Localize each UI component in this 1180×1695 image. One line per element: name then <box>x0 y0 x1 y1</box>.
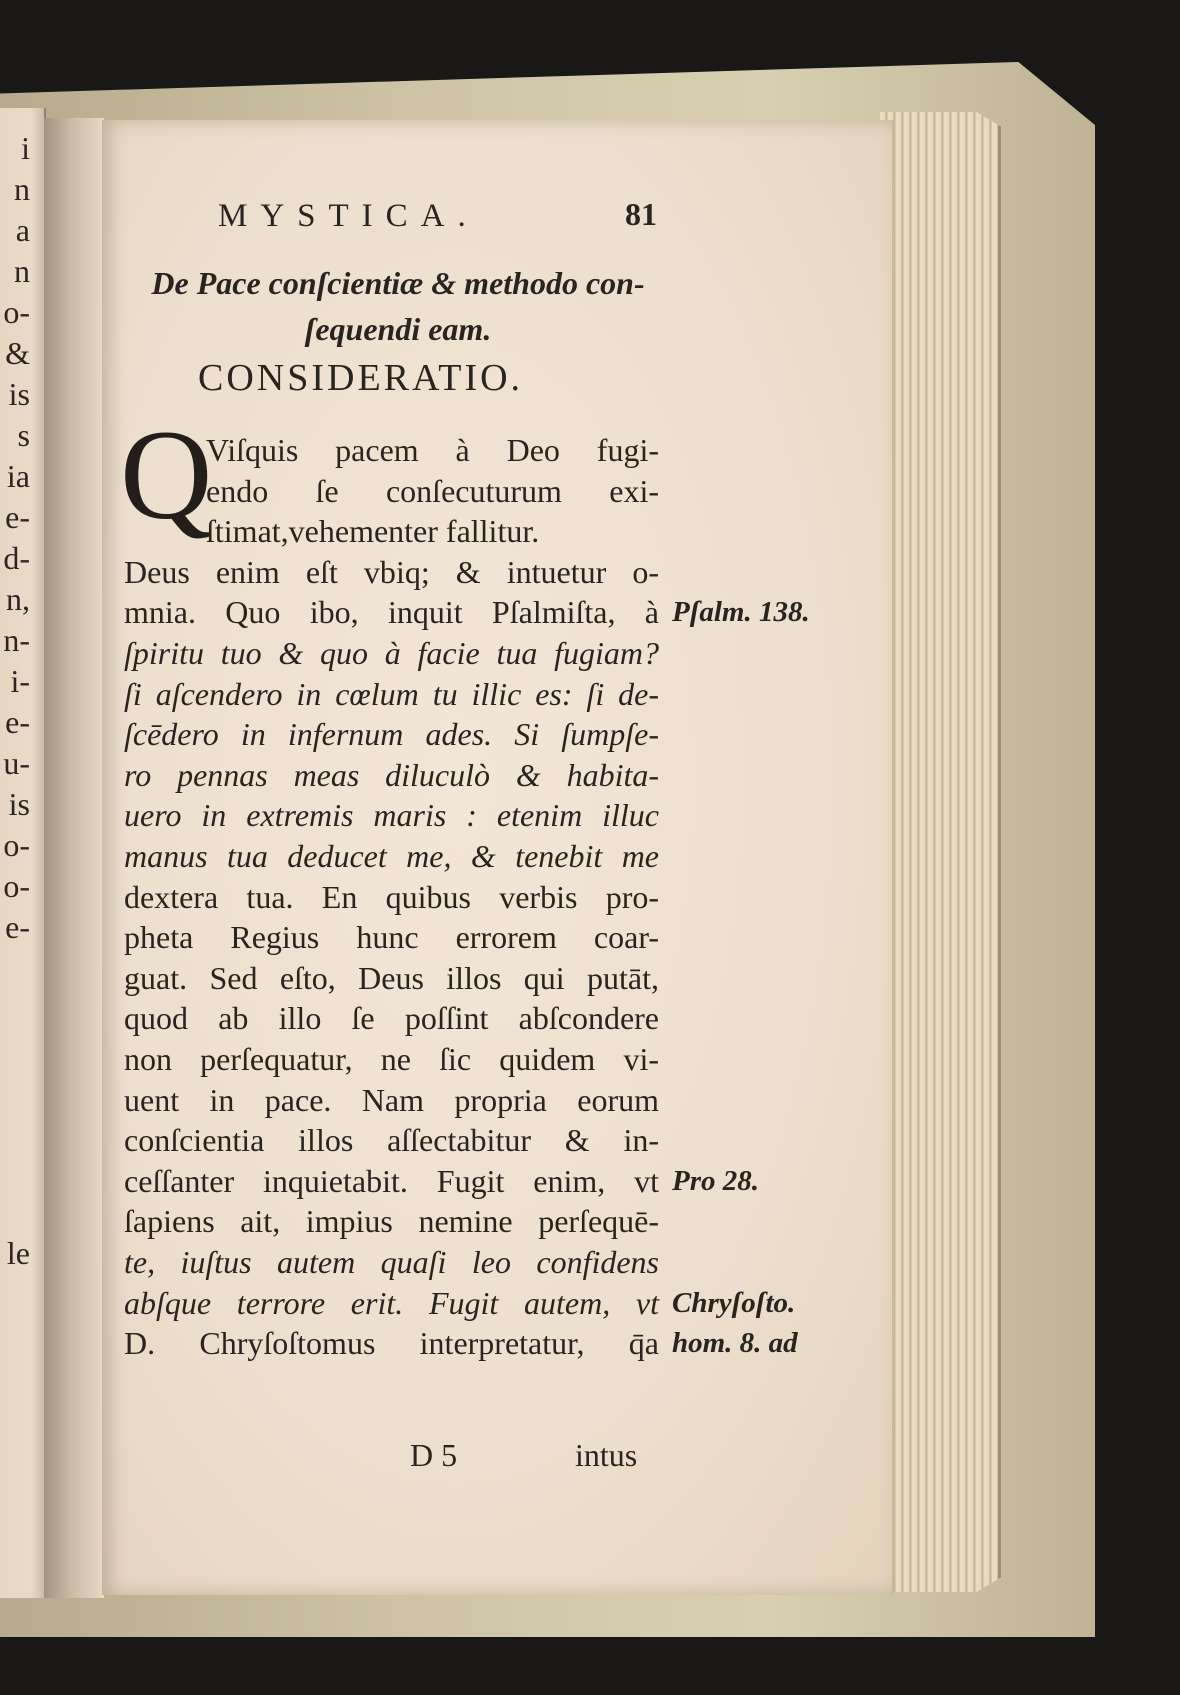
signature-mark: D 5 <box>410 1437 458 1473</box>
left-page-edge <box>0 108 46 1598</box>
left-page-fragment: o- <box>3 294 30 330</box>
body-line: abſque terrore erit. Fugit autem, vt <box>124 1284 659 1321</box>
left-page-fragment: is <box>8 376 30 412</box>
left-page-fragment: n- <box>3 622 30 658</box>
drop-cap: Q <box>120 404 213 546</box>
body-line: Deus enim eſt vbiq; & intuetur o- <box>124 553 659 590</box>
left-page-fragment: e- <box>5 909 30 945</box>
page-stack <box>880 112 1001 1592</box>
left-page-fragment: i <box>21 130 30 166</box>
left-page-fragment: le <box>6 1235 30 1271</box>
folio-number: 81 <box>625 196 657 232</box>
margin-note: Chryſoſto. <box>672 1286 796 1319</box>
body-line: ſpiritu tuo & quo à facie tua fugiam? <box>124 635 659 671</box>
body-line: ceſſanter inquietabit. Fugit enim, vt <box>124 1162 659 1199</box>
left-page-fragment: o- <box>3 868 30 904</box>
left-page-fragment: e- <box>5 704 30 740</box>
body-line: ſcēdero in infernum ades. Si ſumpſe- <box>124 716 659 753</box>
running-head: MYSTICA. <box>218 198 479 234</box>
left-page-fragment: d- <box>3 540 30 576</box>
margin-note: hom. 8. ad <box>672 1327 798 1360</box>
left-page-fragment: n <box>14 253 30 289</box>
left-page-fragment: is <box>8 786 30 822</box>
catchword: intus <box>575 1437 638 1473</box>
section-title: CONSIDERATIO. <box>198 357 524 399</box>
body-line: uent in pace. Nam propria eorum <box>124 1081 659 1118</box>
left-page-fragment: ia <box>6 458 30 494</box>
body-line: mnia. Quo ibo, inquit Pſalmiſta, à <box>124 594 659 631</box>
body-line: non perſequatur, ne ſic quidem vi- <box>124 1041 659 1077</box>
body-line: uero in extremis maris : etenim illuc <box>124 797 659 834</box>
book-gutter <box>44 118 104 1598</box>
body-line: Viſquis pacem à Deo fugi- <box>206 432 659 468</box>
left-page-fragment: & <box>5 335 30 371</box>
left-page-fragment: a <box>15 212 30 248</box>
margin-note: Pro 28. <box>672 1164 759 1197</box>
body-line: manus tua deducet me, & tenebit me <box>124 838 659 874</box>
chapter-heading: De Pace conſcientiæ & methodo con-ſequendi eam. <box>151 265 645 347</box>
margin-note: Pſalm. 138. <box>672 596 810 629</box>
body-line: dextera tua. En quibus verbis pro- <box>124 878 659 915</box>
body-line: ro pennas meas diluculò & habita- <box>124 756 659 793</box>
body-line: D. Chryſoſtomus interpretatur, q̄a <box>124 1325 659 1362</box>
left-page-fragment: n, <box>6 581 30 617</box>
left-page-fragment: e- <box>5 499 30 535</box>
left-page-fragment: n <box>14 171 30 207</box>
body-line: ſi aſcendero in cœlum tu illic es: ſi de- <box>124 675 659 712</box>
body-line: endo ſe conſecuturum exi- <box>206 472 659 509</box>
body-line: ſtimat,vehementer fallitur. <box>206 513 540 550</box>
body-line: ſapiens ait, impius nemine perſequē- <box>124 1203 659 1240</box>
body-line: quod ab illo ſe poſſint abſcondere <box>124 1000 659 1037</box>
left-page-fragment: o- <box>3 827 30 863</box>
left-page-fragment: i- <box>10 663 30 699</box>
body-line: guat. Sed eſto, Deus illos qui putāt, <box>124 959 659 996</box>
body-line: te, iuſtus autem quaſi leo confidens <box>124 1244 659 1280</box>
body-line: conſcientia illos aſſectabitur & in- <box>124 1122 659 1159</box>
left-page-fragment: u- <box>3 745 30 781</box>
left-page-fragment: s <box>17 417 30 453</box>
body-line: pheta Regius hunc errorem coar- <box>124 919 659 956</box>
